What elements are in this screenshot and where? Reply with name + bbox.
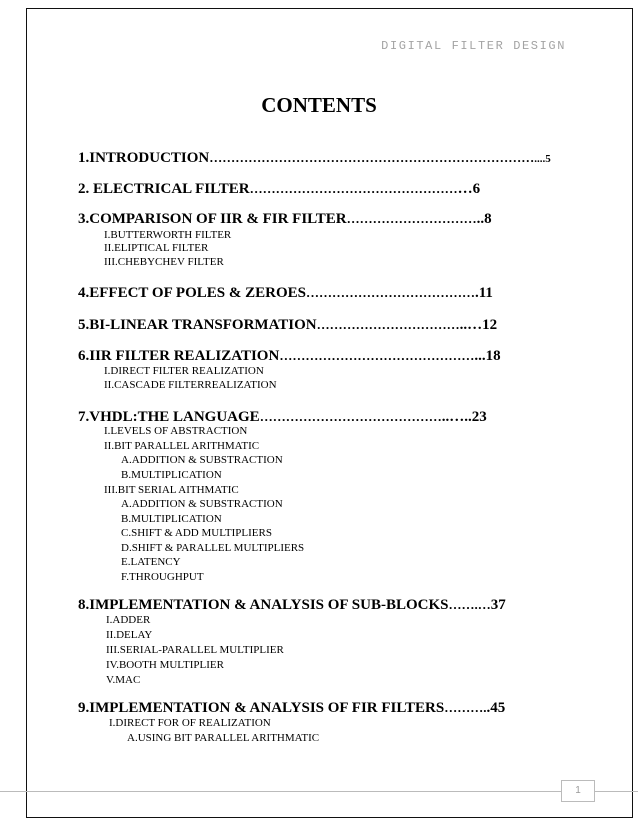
toc-subentry[interactable]: A.ADDITION & SUBSTRACTION bbox=[121, 454, 283, 466]
toc-subentry[interactable]: B.MULTIPLICATION bbox=[121, 513, 222, 525]
running-header: DIGITAL FILTER DESIGN bbox=[381, 39, 566, 53]
footer-rule bbox=[0, 791, 638, 792]
toc-subentry[interactable]: II.CASCADE FILTERREALIZATION bbox=[104, 379, 277, 391]
toc-subentry[interactable]: E.LATENCY bbox=[121, 556, 181, 568]
toc-entry-comparison[interactable]: 3.COMPARISON OF IIR & FIR FILTER…………………………..8 bbox=[78, 211, 492, 227]
toc-entry-sub-blocks[interactable]: 8.IMPLEMENTATION & ANALYSIS OF SUB-BLOCKS…….…37 bbox=[78, 597, 506, 613]
toc-subentry[interactable]: A.ADDITION & SUBSTRACTION bbox=[121, 498, 283, 510]
toc-subentry[interactable]: I.ADDER bbox=[106, 614, 151, 626]
toc-entry-poles-zeroes[interactable]: 4.EFFECT OF POLES & ZEROES………………………………….11 bbox=[78, 285, 493, 301]
toc-subentry[interactable]: II.ELIPTICAL FILTER bbox=[104, 242, 209, 254]
toc-subentry[interactable]: D.SHIFT & PARALLEL MULTIPLIERS bbox=[121, 542, 305, 554]
toc-subentry[interactable]: III.CHEBYCHEV FILTER bbox=[104, 256, 224, 268]
toc-entry-introduction[interactable]: 1.INTRODUCTION…………………………………………………………………....5 bbox=[78, 150, 551, 166]
toc-subentry[interactable]: III.BIT SERIAL AITHMATIC bbox=[104, 484, 239, 496]
toc-subentry[interactable]: I.DIRECT FOR OF REALIZATION bbox=[109, 717, 271, 729]
toc-subentry[interactable]: F.THROUGHPUT bbox=[121, 571, 204, 583]
toc-entry-bilinear[interactable]: 5.BI-LINEAR TRANSFORMATION……………………………..…12 bbox=[78, 317, 498, 333]
toc-entry-electrical-filter[interactable]: 2. ELECTRICAL FILTER……………………………………………6 bbox=[78, 181, 481, 197]
toc-subentry[interactable]: II.DELAY bbox=[106, 629, 153, 641]
toc-subentry[interactable]: A.USING BIT PARALLEL ARITHMATIC bbox=[127, 732, 320, 744]
page-title: CONTENTS bbox=[261, 93, 377, 117]
toc-entry-iir-realization[interactable]: 6.IIR FILTER REALIZATION………………………………………...18 bbox=[78, 348, 501, 364]
toc-subentry[interactable]: IV.BOOTH MULTIPLIER bbox=[106, 659, 224, 671]
toc-subentry[interactable]: II.BIT PARALLEL ARITHMATIC bbox=[104, 440, 260, 452]
toc-subentry[interactable]: I.BUTTERWORTH FILTER bbox=[104, 229, 232, 241]
toc-subentry[interactable]: I.DIRECT FILTER REALIZATION bbox=[104, 365, 264, 377]
toc-entry-vhdl[interactable]: 7.VHDL:THE LANGUAGE……………………………………..…..23 bbox=[78, 409, 487, 425]
toc-entry-fir-filters[interactable]: 9.IMPLEMENTATION & ANALYSIS OF FIR FILTERS………..45 bbox=[78, 700, 506, 716]
toc-subentry[interactable]: C.SHIFT & ADD MULTIPLIERS bbox=[121, 527, 272, 539]
toc-subentry[interactable]: III.SERIAL-PARALLEL MULTIPLIER bbox=[106, 644, 284, 656]
toc-subentry[interactable]: I.LEVELS OF ABSTRACTION bbox=[104, 425, 248, 437]
toc-subentry[interactable]: B.MULTIPLICATION bbox=[121, 469, 222, 481]
page-number: 1 bbox=[561, 780, 595, 802]
toc-subentry[interactable]: V.MAC bbox=[106, 674, 141, 686]
